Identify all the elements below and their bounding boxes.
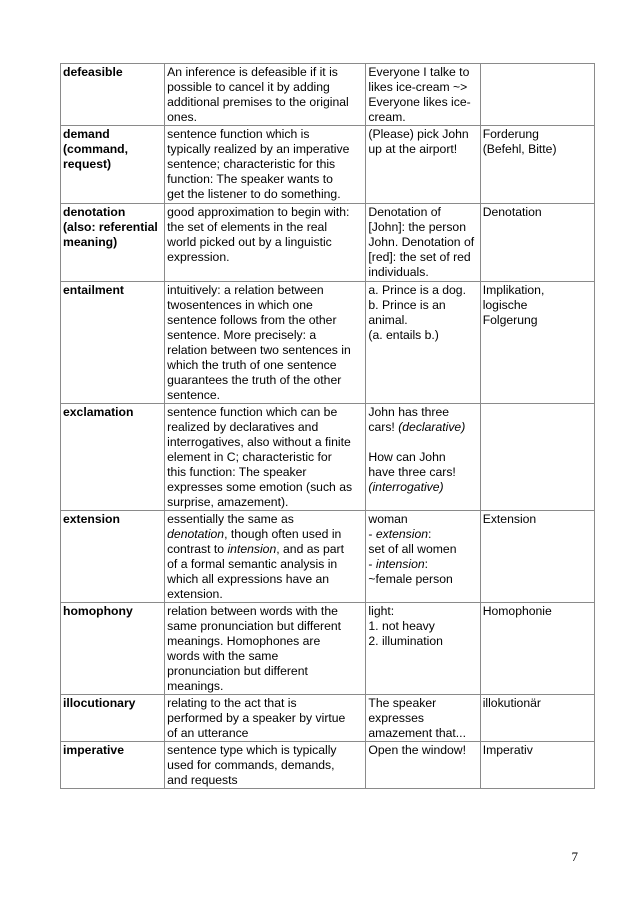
german-term: Homophonie xyxy=(482,604,552,618)
definition-emphasis: intension xyxy=(227,542,277,556)
definition-line: same pronunciation but different xyxy=(167,619,342,633)
blank-line xyxy=(368,435,477,450)
definition-line: relation between words with the xyxy=(167,604,338,618)
definition-line: extension. xyxy=(167,587,223,601)
german-term: Implikation, xyxy=(482,283,545,297)
table-row xyxy=(61,404,595,511)
definition-text: contrast to xyxy=(167,542,225,556)
definition-emphasis: denotation xyxy=(167,527,225,541)
definition-line: essentially the same as xyxy=(167,512,294,526)
term-cell xyxy=(61,603,165,695)
definition-line: sentence. xyxy=(167,388,221,402)
example-line: ~female person xyxy=(368,572,453,586)
definition-line: used for commands, demands, xyxy=(167,758,335,772)
definition-line: ones. xyxy=(167,110,197,124)
example-line: John. Denotation of xyxy=(368,235,475,249)
example-cell xyxy=(366,404,480,511)
term-cell xyxy=(61,404,165,511)
german-cell xyxy=(480,404,594,511)
table-row xyxy=(61,603,595,695)
term-cell xyxy=(61,742,165,789)
example-sentence-type: (declarative) xyxy=(398,420,466,434)
definition-cell xyxy=(165,282,366,404)
definition-line: the set of elements in the real xyxy=(167,220,328,234)
term-cell xyxy=(61,695,165,742)
german-term: Denotation xyxy=(482,205,542,219)
table-row xyxy=(61,742,595,789)
example-line: (Please) pick John xyxy=(368,127,469,141)
example-line: (a. entails b.) xyxy=(368,328,439,342)
example-line: b. Prince is an xyxy=(368,298,446,312)
example-line: a. Prince is a dog. xyxy=(368,283,466,297)
definition-cell xyxy=(165,742,366,789)
term-text: denotation xyxy=(63,205,126,219)
definition-line: sentence function which is xyxy=(167,127,310,141)
definition-cell xyxy=(165,695,366,742)
definition-line: sentence. More precisely: a xyxy=(167,328,317,342)
definition-line: interrogatives, also without a finite xyxy=(167,435,351,449)
example-sentence-type: (interrogative) xyxy=(368,480,444,494)
definition-line: pronunciation but different xyxy=(167,664,308,678)
example-line: John has three xyxy=(368,405,450,419)
term-text: extension xyxy=(63,512,120,526)
definition-line: sentence; characteristic for this xyxy=(167,157,336,171)
definition-line: relating to the act that is xyxy=(167,696,297,710)
definition-line: realized by declaratives and xyxy=(167,420,319,434)
term-cell xyxy=(61,511,165,603)
definition-line: meanings. xyxy=(167,679,224,693)
term-text: exclamation xyxy=(63,405,134,419)
table-row xyxy=(61,282,595,404)
german-term: Extension xyxy=(482,512,537,526)
german-cell xyxy=(480,204,594,282)
definition-text: , though often used in xyxy=(224,527,342,541)
example-line xyxy=(368,557,477,572)
term-text: (also: referential xyxy=(63,220,158,234)
definition-cell xyxy=(165,126,366,204)
german-term: (Befehl, Bitte) xyxy=(482,142,557,156)
example-line: up at the airport! xyxy=(368,142,458,156)
example-line: The speaker xyxy=(368,696,437,710)
definition-line: sentence function which can be xyxy=(167,405,338,419)
definition-line: twosentences in which one xyxy=(167,298,313,312)
example-line: have three cars! xyxy=(368,465,456,479)
term-cell xyxy=(61,64,165,126)
example-line xyxy=(368,420,477,435)
example-emphasis: intension xyxy=(375,557,425,571)
german-term: Folgerung xyxy=(482,313,538,327)
definition-line: meanings. Homophones are xyxy=(167,634,321,648)
term-text: (command, xyxy=(63,142,129,156)
example-line: expresses xyxy=(368,711,424,725)
example-line xyxy=(368,527,477,542)
definition-line: function: The speaker wants to xyxy=(167,172,333,186)
definition-line: get the listener to do something. xyxy=(167,187,341,201)
german-cell xyxy=(480,126,594,204)
example-cell xyxy=(366,742,480,789)
example-cell xyxy=(366,603,480,695)
definition-line: words with the same xyxy=(167,649,279,663)
example-line: Open the window! xyxy=(368,743,466,757)
definition-line: surprise, amazement). xyxy=(167,495,289,509)
example-cell xyxy=(366,695,480,742)
definition-line: sentence type which is typically xyxy=(167,743,337,757)
term-text: meaning) xyxy=(63,235,118,249)
definition-line: element in C; characteristic for xyxy=(167,450,332,464)
definition-cell xyxy=(165,603,366,695)
definition-cell xyxy=(165,64,366,126)
definition-line: sentence follows from the other xyxy=(167,313,337,327)
term-text: illocutionary xyxy=(63,696,136,710)
definition-line: intuitively: a relation between xyxy=(167,283,324,297)
definition-line: which all expressions have an xyxy=(167,572,330,586)
german-cell xyxy=(480,603,594,695)
example-text: : xyxy=(428,527,432,541)
example-line: 2. illumination xyxy=(368,634,443,648)
example-text: - xyxy=(368,527,376,541)
definition-line: and requests xyxy=(167,773,238,787)
term-text: demand xyxy=(63,127,110,141)
example-text: : xyxy=(424,557,429,571)
example-line: [John]: the person xyxy=(368,220,466,234)
german-cell xyxy=(480,742,594,789)
term-text: defeasible xyxy=(63,65,123,79)
table-row xyxy=(61,511,595,603)
definition-line: possible to cancel it by adding xyxy=(167,80,330,94)
definition-cell xyxy=(165,404,366,511)
definition-line: of a formal semantic analysis in xyxy=(167,557,338,571)
example-cell xyxy=(366,282,480,404)
term-text: imperative xyxy=(63,743,124,757)
definition-line: this function: The speaker xyxy=(167,465,307,479)
definition-cell xyxy=(165,204,366,282)
example-line: Everyone I talke to xyxy=(368,65,470,79)
term-cell xyxy=(61,204,165,282)
glossary-table xyxy=(60,63,595,789)
example-line: 1. not heavy xyxy=(368,619,435,633)
example-line: Everyone likes ice- xyxy=(368,95,471,109)
german-cell xyxy=(480,695,594,742)
term-cell xyxy=(61,126,165,204)
table-row xyxy=(61,64,595,126)
definition-line: world picked out by a linguistic xyxy=(167,235,332,249)
definition-line xyxy=(167,527,363,542)
example-cell xyxy=(366,511,480,603)
definition-line xyxy=(167,542,363,557)
definition-cell xyxy=(165,511,366,603)
example-line: How can John xyxy=(368,450,446,464)
example-line: [red]: the set of red xyxy=(368,250,471,264)
definition-line: performed by a speaker by virtue xyxy=(167,711,346,725)
example-text: - xyxy=(368,557,376,571)
german-cell xyxy=(480,282,594,404)
example-emphasis: extension xyxy=(375,527,429,541)
german-term: illokutionär xyxy=(482,696,541,710)
definition-line: typically realized by an imperative xyxy=(167,142,350,156)
german-cell xyxy=(480,64,594,126)
definition-line: of an utterance xyxy=(167,726,249,740)
definition-line: additional premises to the original xyxy=(167,95,349,109)
definition-line: expression. xyxy=(167,250,230,264)
german-term: Imperativ xyxy=(482,743,533,757)
term-text: homophony xyxy=(63,604,133,618)
term-text: entailment xyxy=(63,283,124,297)
definition-line: guarantees the truth of the other xyxy=(167,373,342,387)
example-cell xyxy=(366,126,480,204)
example-line: cream. xyxy=(368,110,406,124)
definition-text: , and as part xyxy=(276,542,345,556)
example-cell xyxy=(366,64,480,126)
example-line: animal. xyxy=(368,313,408,327)
definition-line: relation between two sentences in xyxy=(167,343,351,357)
term-cell xyxy=(61,282,165,404)
example-line: light: xyxy=(368,604,395,618)
example-cell xyxy=(366,204,480,282)
term-text: request) xyxy=(63,157,112,171)
example-line: Denotation of xyxy=(368,205,441,219)
table-row xyxy=(61,126,595,204)
table-row xyxy=(61,695,595,742)
example-line: likes ice-cream ~> xyxy=(368,80,468,94)
example-line: set of all women xyxy=(368,542,457,556)
german-term: logische xyxy=(482,298,528,312)
example-text: cars! xyxy=(368,420,395,434)
table-row xyxy=(61,204,595,282)
definition-line: An inference is defeasible if it is xyxy=(167,65,338,79)
example-line: individuals. xyxy=(368,265,429,279)
definition-line: good approximation to begin with: xyxy=(167,205,350,219)
example-line: woman xyxy=(368,512,408,526)
example-line: amazement that... xyxy=(368,726,466,740)
german-term: Forderung xyxy=(482,127,539,141)
german-cell xyxy=(480,511,594,603)
definition-line: expresses some emotion (such as xyxy=(167,480,353,494)
definition-line: which the truth of one sentence xyxy=(167,358,337,372)
page-number: 7 xyxy=(571,849,578,864)
